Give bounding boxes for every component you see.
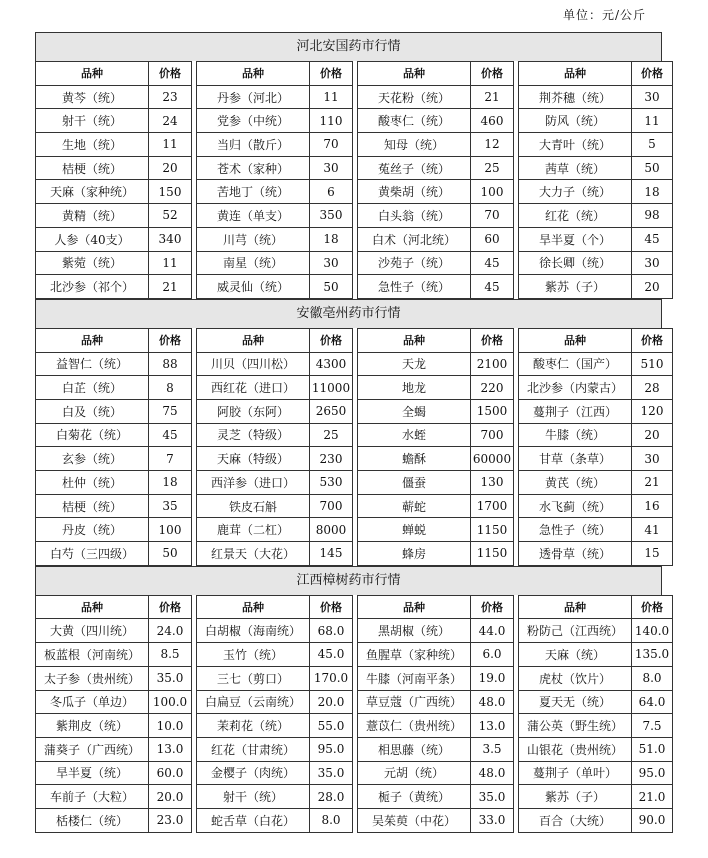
herb-name: 蒲葵子（广西统） [36,737,149,761]
herb-name: 天花粉（统） [358,85,471,109]
table-row [36,399,673,423]
herb-price: 20.0 [310,690,353,714]
unit-label: 单位：元/公斤 [562,8,646,22]
herb-name: 射干（统） [197,785,310,809]
header-price: 价格 [149,595,192,619]
herb-price: 33.0 [471,808,514,832]
herb-name: 僵蚕 [358,471,471,495]
table-row [36,542,673,566]
herb-price: 23 [149,85,192,109]
herb-price: 340 [149,227,192,251]
header-price: 价格 [632,595,673,619]
herb-name: 紫苏（子） [519,275,632,299]
header-name: 品种 [358,328,471,352]
herb-name: 酸枣仁（统） [358,109,471,133]
herb-name: 白及（统） [36,399,149,423]
header-name: 品种 [358,595,471,619]
herb-name: 生地（统） [36,133,149,157]
herb-price: 21 [471,85,514,109]
herb-name: 大青叶（统） [519,133,632,157]
herb-name: 白术（河北统） [358,227,471,251]
herb-price: 28 [632,376,673,400]
header-price: 价格 [310,328,353,352]
table-row [36,808,673,832]
table-row [36,376,673,400]
herb-price: 5 [632,133,673,157]
herb-price: 220 [471,376,514,400]
section-title: 安徽亳州药市行情 [35,299,662,328]
herb-name: 白芷（统） [36,376,149,400]
herb-name: 灵芝（特级） [197,423,310,447]
herb-name: 沙苑子（统） [358,251,471,275]
herb-name: 川贝（四川松） [197,352,310,376]
herb-price: 18 [632,180,673,204]
herb-price: 35.0 [149,666,192,690]
herb-price: 100 [149,518,192,542]
herb-name: 蔓荆子（江西） [519,399,632,423]
herb-price: 20 [632,423,673,447]
herb-name: 黄连（单支） [197,204,310,228]
herb-name: 虎杖（饮片） [519,666,632,690]
herb-name: 茉莉花（统） [197,714,310,738]
herb-price: 11 [149,251,192,275]
herb-price: 700 [310,494,353,518]
herb-name: 黄芪（统） [519,471,632,495]
herb-price: 8.5 [149,643,192,667]
herb-name: 川芎（统） [197,227,310,251]
herb-price: 10.0 [149,714,192,738]
herb-name: 百合（大统） [519,808,632,832]
herb-name: 苦地丁（统） [197,180,310,204]
herb-price: 51.0 [632,737,673,761]
herb-name: 大黄（四川统） [36,619,149,643]
herb-price: 30 [632,85,673,109]
herb-price: 45.0 [310,643,353,667]
herb-name: 红花（统） [519,204,632,228]
herb-price: 530 [310,471,353,495]
herb-price: 50 [149,542,192,566]
herb-name: 全蝎 [358,399,471,423]
herb-name: 防风（统） [519,109,632,133]
table-row [36,785,673,809]
herb-name: 金樱子（肉统） [197,761,310,785]
header-price: 价格 [471,328,514,352]
price-table [35,328,673,566]
herb-price: 90.0 [632,808,673,832]
herb-name: 太子参（贵州统） [36,666,149,690]
herb-price: 95.0 [632,761,673,785]
table-row [36,471,673,495]
herb-price: 145 [310,542,353,566]
section-title: 江西樟树药市行情 [35,566,662,595]
herb-name: 荆芥穗（统） [519,85,632,109]
herb-price: 52 [149,204,192,228]
herb-price: 8.0 [310,808,353,832]
table-row [36,423,673,447]
header-name: 品种 [197,595,310,619]
herb-price: 44.0 [471,619,514,643]
header-name: 品种 [519,62,632,86]
herb-name: 北沙参（内蒙古） [519,376,632,400]
herb-name: 白头翁（统） [358,204,471,228]
herb-price: 2650 [310,399,353,423]
herb-name: 紫菀（统） [36,251,149,275]
herb-price: 11 [149,133,192,157]
herb-name: 黄柴胡（统） [358,180,471,204]
herb-name: 白胡椒（海南统） [197,619,310,643]
herb-price: 1150 [471,542,514,566]
header-name: 品种 [358,62,471,86]
herb-name: 白扁豆（云南统） [197,690,310,714]
herb-name: 当归（散斤） [197,133,310,157]
herb-name: 水飞蓟（统） [519,494,632,518]
herb-price: 35.0 [471,785,514,809]
header-price: 价格 [471,595,514,619]
header-name: 品种 [197,62,310,86]
herb-price: 100.0 [149,690,192,714]
herb-price: 4300 [310,352,353,376]
herb-name: 蝉蜕 [358,518,471,542]
herb-price: 6 [310,180,353,204]
header-price: 价格 [471,62,514,86]
table-row [36,204,673,228]
herb-name: 西洋参（进口） [197,471,310,495]
herb-price: 75 [149,399,192,423]
section-title: 河北安国药市行情 [35,32,662,61]
herb-name: 党参（中统） [197,109,310,133]
herb-price: 3.5 [471,737,514,761]
herb-price: 68.0 [310,619,353,643]
herb-name: 玉竹（统） [197,643,310,667]
table-row [36,643,673,667]
herb-price: 35 [149,494,192,518]
herb-price: 11000 [310,376,353,400]
herb-name: 相思藤（统） [358,737,471,761]
herb-name: 大力子（统） [519,180,632,204]
table-header-row [36,328,673,352]
herb-name: 鱼腥草（家种统） [358,643,471,667]
herb-price: 41 [632,518,673,542]
header-name: 品种 [36,328,149,352]
herb-price: 70 [471,204,514,228]
herb-price: 170.0 [310,666,353,690]
herb-name: 水蛭 [358,423,471,447]
herb-price: 700 [471,423,514,447]
table-row [36,180,673,204]
herb-price: 7 [149,447,192,471]
price-table [35,595,673,833]
herb-price: 18 [149,471,192,495]
herb-name: 威灵仙（统） [197,275,310,299]
herb-price: 45 [149,423,192,447]
herb-price: 48.0 [471,761,514,785]
herb-price: 150 [149,180,192,204]
herb-price: 135.0 [632,643,673,667]
table-row [36,227,673,251]
herb-price: 23.0 [149,808,192,832]
herb-name: 杜仲（统） [36,471,149,495]
herb-name: 急性子（统） [519,518,632,542]
herb-price: 130 [471,471,514,495]
table-row [36,133,673,157]
herb-name: 铁皮石斛 [197,494,310,518]
herb-name: 蛇舌草（白花） [197,808,310,832]
herb-price: 98 [632,204,673,228]
herb-name: 黄精（统） [36,204,149,228]
herb-name: 人参（40支） [36,227,149,251]
herb-name: 鹿茸（二杠） [197,518,310,542]
herb-price: 7.5 [632,714,673,738]
herb-name: 蒲公英（野生统） [519,714,632,738]
herb-price: 2100 [471,352,514,376]
herb-name: 透骨草（统） [519,542,632,566]
herb-price: 8.0 [632,666,673,690]
herb-name: 白芍（三四级） [36,542,149,566]
table-row [36,352,673,376]
table-row [36,275,673,299]
herb-price: 24.0 [149,619,192,643]
herb-name: 桔梗（统） [36,494,149,518]
header-price: 价格 [632,328,673,352]
herb-price: 95.0 [310,737,353,761]
herb-name: 旱半夏（统） [36,761,149,785]
table-row [36,666,673,690]
herb-name: 黑胡椒（统） [358,619,471,643]
herb-name: 射干（统） [36,109,149,133]
herb-name: 元胡（统） [358,761,471,785]
herb-price: 50 [310,275,353,299]
herb-name: 冬瓜子（单边） [36,690,149,714]
table-row [36,251,673,275]
herb-name: 酸枣仁（国产） [519,352,632,376]
herb-price: 70 [310,133,353,157]
herb-name: 西红花（进口） [197,376,310,400]
herb-price: 45 [471,275,514,299]
herb-price: 55.0 [310,714,353,738]
herb-name: 草豆蔻（广西统） [358,690,471,714]
herb-name: 白菊花（统） [36,423,149,447]
herb-price: 16 [632,494,673,518]
herb-name: 益智仁（统） [36,352,149,376]
herb-name: 天麻（特级） [197,447,310,471]
herb-name: 车前子（大粒） [36,785,149,809]
herb-name: 玄参（统） [36,447,149,471]
herb-price: 48.0 [471,690,514,714]
herb-price: 45 [471,251,514,275]
herb-price: 30 [310,251,353,275]
herb-price: 88 [149,352,192,376]
herb-name: 紫苏（子） [519,785,632,809]
herb-name: 紫荆皮（统） [36,714,149,738]
herb-price: 120 [632,399,673,423]
table-row [36,156,673,180]
herb-name: 蟾酥 [358,447,471,471]
header-price: 价格 [310,62,353,86]
herb-price: 110 [310,109,353,133]
herb-name: 苍术（家种） [197,156,310,180]
herb-price: 13.0 [471,714,514,738]
herb-name: 天龙 [358,352,471,376]
herb-price: 1150 [471,518,514,542]
table-row [36,690,673,714]
herb-name: 南星（统） [197,251,310,275]
table-row [36,518,673,542]
herb-price: 30 [632,447,673,471]
table-row [36,85,673,109]
table-row [36,109,673,133]
herb-name: 丹参（河北） [197,85,310,109]
herb-name: 吴茱萸（中花） [358,808,471,832]
herb-price: 19.0 [471,666,514,690]
herb-price: 6.0 [471,643,514,667]
herb-price: 12 [471,133,514,157]
herb-price: 25 [471,156,514,180]
herb-name: 徐长卿（统） [519,251,632,275]
herb-price: 60.0 [149,761,192,785]
herb-name: 黄芩（统） [36,85,149,109]
herb-name: 蕲蛇 [358,494,471,518]
herb-price: 140.0 [632,619,673,643]
header-price: 价格 [310,595,353,619]
herb-price: 21.0 [632,785,673,809]
herb-price: 50 [632,156,673,180]
herb-price: 45 [632,227,673,251]
herb-price: 8 [149,376,192,400]
herb-price: 35.0 [310,761,353,785]
herb-name: 甘草（条草） [519,447,632,471]
herb-name: 牛膝（统） [519,423,632,447]
herb-name: 板蓝根（河南统） [36,643,149,667]
herb-name: 牛膝（河南平条） [358,666,471,690]
herb-name: 北沙参（祁个） [36,275,149,299]
header-name: 品种 [519,595,632,619]
herb-name: 夏天无（统） [519,690,632,714]
herb-price: 350 [310,204,353,228]
herb-price: 60000 [471,447,514,471]
herb-name: 阿胶（东阿） [197,399,310,423]
table-row [36,737,673,761]
header-price: 价格 [149,328,192,352]
herb-name: 山银花（贵州统） [519,737,632,761]
herb-name: 天麻（家种统） [36,180,149,204]
herb-price: 460 [471,109,514,133]
herb-price: 20 [632,275,673,299]
herb-price: 11 [310,85,353,109]
table-row [36,714,673,738]
herb-name: 知母（统） [358,133,471,157]
herb-price: 28.0 [310,785,353,809]
herb-price: 13.0 [149,737,192,761]
table-header-row [36,595,673,619]
herb-name: 地龙 [358,376,471,400]
header-name: 品种 [197,328,310,352]
header-price: 价格 [632,62,673,86]
herb-name: 薏苡仁（贵州统） [358,714,471,738]
herb-name: 蜂房 [358,542,471,566]
herb-price: 18 [310,227,353,251]
herb-name: 丹皮（统） [36,518,149,542]
herb-price: 11 [632,109,673,133]
herb-price: 21 [149,275,192,299]
table-row [36,447,673,471]
table-row [36,761,673,785]
table-header-row [36,62,673,86]
herb-name: 粉防己（江西统） [519,619,632,643]
herb-price: 25 [310,423,353,447]
herb-name: 蔓荆子（单叶） [519,761,632,785]
table-row [36,494,673,518]
herb-price: 64.0 [632,690,673,714]
herb-name: 三七（剪口） [197,666,310,690]
herb-name: 旱半夏（个） [519,227,632,251]
herb-name: 天麻（统） [519,643,632,667]
herb-name: 红景天（大花） [197,542,310,566]
header-name: 品种 [36,62,149,86]
herb-price: 15 [632,542,673,566]
herb-name: 菟丝子（统） [358,156,471,180]
herb-price: 20.0 [149,785,192,809]
market-price-tables [35,32,670,833]
herb-price: 24 [149,109,192,133]
herb-price: 20 [149,156,192,180]
herb-price: 1500 [471,399,514,423]
herb-name: 急性子（统） [358,275,471,299]
price-table [35,61,673,299]
herb-price: 21 [632,471,673,495]
herb-name: 茜草（统） [519,156,632,180]
table-row [36,619,673,643]
herb-name: 栀子（黄统） [358,785,471,809]
herb-price: 100 [471,180,514,204]
herb-price: 510 [632,352,673,376]
herb-name: 桔梗（统） [36,156,149,180]
herb-price: 230 [310,447,353,471]
header-name: 品种 [519,328,632,352]
herb-price: 30 [632,251,673,275]
herb-price: 1700 [471,494,514,518]
herb-name: 红花（甘肃统） [197,737,310,761]
herb-price: 60 [471,227,514,251]
herb-name: 栝楼仁（统） [36,808,149,832]
header-name: 品种 [36,595,149,619]
header-price: 价格 [149,62,192,86]
herb-price: 30 [310,156,353,180]
herb-price: 8000 [310,518,353,542]
